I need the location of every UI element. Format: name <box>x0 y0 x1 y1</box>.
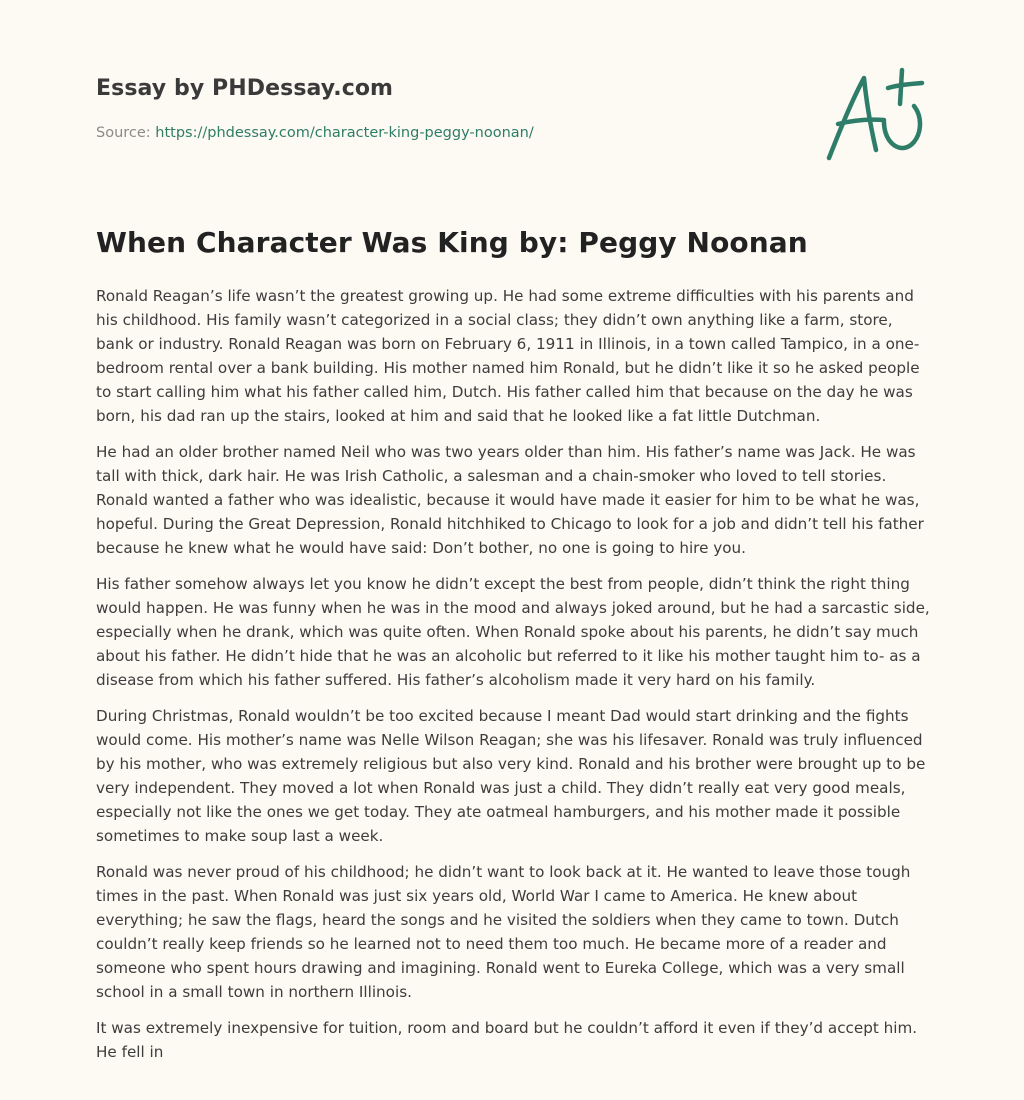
essay-paragraph: His father somehow always let you know he didn’t except the best from people, didn’t think the right thing would happen. He was funny when he was in the mood and always joked around, but he had a sarcastic side, especially when he drank, which was quite often. When Ronald spoke about his parents, he didn’t say much about his father. He didn’t hide that he was an alcoholic but referred to it like his mother taught him to- as a disease from which his father suffered. His father’s alcoholism made it very hard on his family. <box>96 575 930 689</box>
source-label: Source: <box>96 125 156 141</box>
a-plus-grade-icon <box>818 64 930 168</box>
essay-paragraph: He had an older brother named Neil who was two years older than him. His father’s name was Jack. He was tall with thick, dark hair. He was Irish Catholic, a salesman and a chain-smoker who loved to tell stories. Ronald wanted a father who was idealistic, because it would have made it easier for him to be what he was, hopeful. During the Great Depression, Ronald hitchhiked to Chicago to look for a job and didn’t tell his father because he knew what he would have said: Don’t bother, no one is going to hire you. <box>96 443 924 557</box>
essay-title: When Character Was King by: Peggy Noonan <box>96 226 808 259</box>
essay-paragraph: Ronald Reagan’s life wasn’t the greatest growing up. He had some extreme difficulties with his parents and his childhood. His family wasn’t categorized in a social class; they didn’t own anything like a farm, store, bank or industry. Ronald Reagan was born on February 6, 1911 in Illinois, in a town called Tampico, in a one-bedroom rental over a bank building. His mother named him Ronald, but he didn’t like it so he asked people to start calling him what his father called him, Dutch. His father called him that because on the day he was born, his dad ran up the stairs, looked at him and said that he looked like a fat little Dutchman. <box>96 287 920 425</box>
essay-paragraph: It was extremely inexpensive for tuition, room and board but he couldn’t afford it even if they’d accept him. He fell in <box>96 1019 918 1061</box>
site-brand: Essay by PHDessay.com <box>96 76 394 101</box>
source-line <box>96 125 534 141</box>
essay-body <box>96 284 930 1076</box>
essay-paragraph: Ronald was never proud of his childhood; he didn’t want to look back at it. He wanted to leave those tough times in the past. When Ronald was just six years old, World War I came to America. He knew about everything; he saw the flags, heard the songs and he visited the soldiers when they came to town. Dutch couldn’t really keep friends so he learned not to need them too much. He became more of a reader and someone who spent hours drawing and imagining. Ronald went to Eureka College, which was a very small school in a small town in northern Illinois. <box>96 863 911 1001</box>
essay-paragraph: During Christmas, Ronald wouldn’t be too excited because I meant Dad would start drinking and the fights would come. His mother’s name was Nelle Wilson Reagan; she was his lifesaver. Ronald was truly influenced by his mother, who was extremely religious but also very kind. Ronald and his brother were brought up to be very independent. They moved a lot when Ronald was just a child. They didn’t really eat very good meals, especially not like the ones we get today. They ate oatmeal hamburgers, and his mother made it possible sometimes to make soup last a week. <box>96 707 926 845</box>
source-link[interactable]: https://phdessay.com/character-king-peggy-noonan/ <box>155 125 534 141</box>
